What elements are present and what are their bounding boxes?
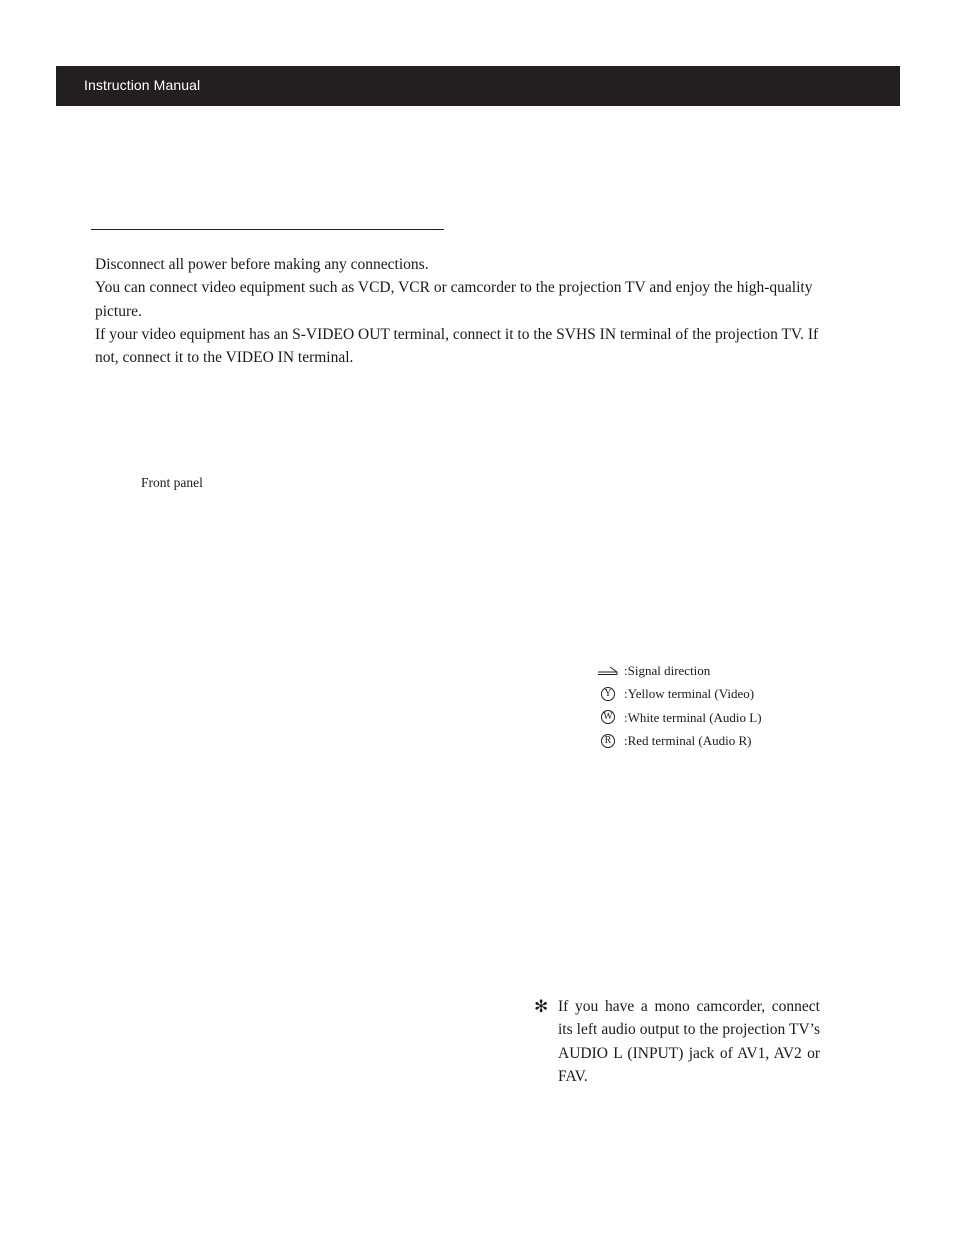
intro-line-connect: You can connect video equipment such as VCD, VCR or camcorder to the projection TV and enjoy the high-quality picture. xyxy=(95,279,813,320)
header-bar xyxy=(56,66,900,106)
signal-arrow-icon xyxy=(596,663,620,679)
legend-row-red xyxy=(596,729,762,752)
legend-label-signal: :Signal direction xyxy=(624,663,711,678)
red-terminal-icon: R xyxy=(601,734,615,748)
header-title: Instruction Manual xyxy=(84,77,201,93)
intro-text xyxy=(95,253,825,369)
legend-label-yellow: :Yellow terminal (Video) xyxy=(624,686,755,702)
legend-label-red: :Red terminal (Audio R) xyxy=(624,733,752,749)
legend-row-signal xyxy=(596,659,762,682)
legend-label-white: :White terminal (Audio L) xyxy=(624,709,762,725)
front-panel-label: Front panel xyxy=(141,475,203,490)
note-asterisk-icon: ✻ xyxy=(534,997,549,1016)
yellow-terminal-icon: Y xyxy=(601,687,615,701)
intro-line-power: Disconnect all power before making any connections. xyxy=(95,256,429,273)
white-terminal-icon: W xyxy=(601,710,615,724)
legend-row-yellow xyxy=(596,682,762,705)
section-divider xyxy=(91,229,444,230)
legend-row-white xyxy=(596,706,762,729)
note-text: If you have a mono camcorder, connect its left audio output to the projection TV’s AUDIO L (INPUT) jack of AV1, AV2 or FAV. xyxy=(558,998,820,1085)
legend xyxy=(596,659,762,753)
mono-camcorder-note xyxy=(534,995,834,1088)
intro-line-svideo: If your video equipment has an S-VIDEO OUT terminal, connect it to the SVHS IN terminal of the projection TV. If not, connect it to the VIDEO IN terminal. xyxy=(95,325,819,367)
